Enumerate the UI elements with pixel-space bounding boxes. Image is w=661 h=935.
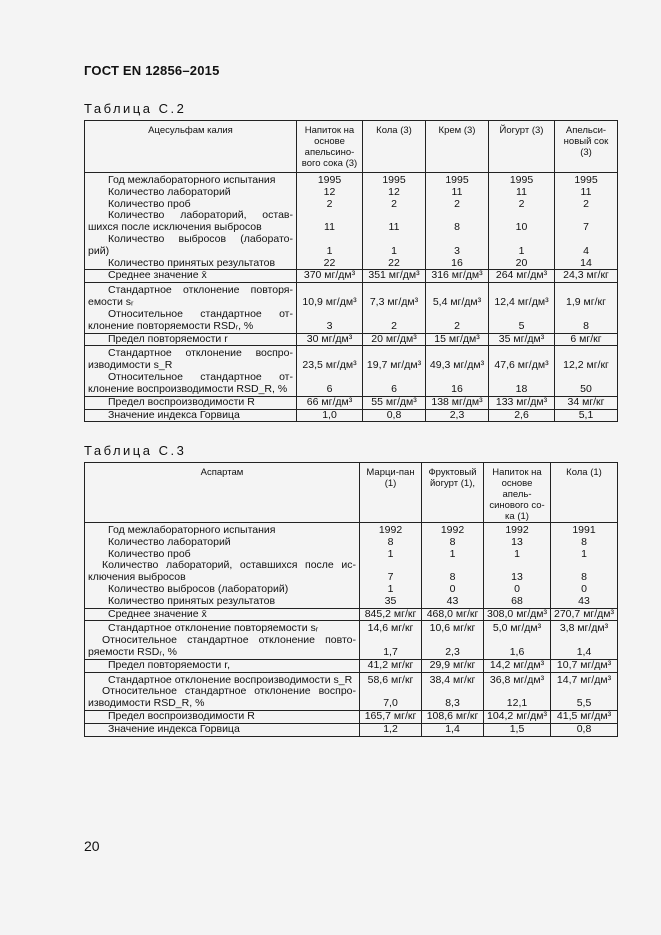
cell-value: 1995 <box>509 174 534 186</box>
cell-value: 43 <box>578 594 590 607</box>
cell-value: 43 <box>446 594 459 607</box>
row-label: рий) <box>88 244 110 257</box>
cell-value: 66 мг/дм³ <box>297 396 363 409</box>
row-label: Количество лабораторий <box>108 185 231 198</box>
cell-value: 68 <box>511 594 523 607</box>
cell-value: 5,0 мг/дм³ <box>492 622 542 635</box>
cell-value: 35 мг/дм³ <box>489 333 555 346</box>
cell-value: 8 <box>581 571 587 584</box>
table-c3-header: Марци-пан (1) <box>360 463 422 523</box>
cell-value: 165,7 мг/кг <box>360 710 422 723</box>
cell-value: 15 мг/дм³ <box>426 333 489 346</box>
cell-value: 3 <box>326 319 333 332</box>
row-label: Количество выбросов (лаборато- <box>108 232 293 245</box>
cell-value: 22 <box>388 256 400 269</box>
row-label: Количество лабораторий, оставшихся после ис- <box>102 559 356 572</box>
cell-value: 8 <box>387 535 394 548</box>
cell-value: 50 <box>580 382 592 395</box>
row-label: клонение воспроизводимости RSD_R, % <box>88 382 288 395</box>
row-label: ряемости RSDᵣ, % <box>88 645 178 658</box>
cell-value: 18 <box>515 382 528 395</box>
cell-value: 0 <box>514 582 520 595</box>
cell-value: 6 мг/кг <box>555 333 618 346</box>
cell-value: 10,6 мг/кг <box>429 622 476 635</box>
table-c3-general-row <box>85 523 618 609</box>
cell-value: 1,9 мг/кг <box>566 296 606 309</box>
cell-value: 1 <box>326 244 333 257</box>
table-c3-horrat-row <box>85 723 618 736</box>
cell-value: 351 мг/дм³ <box>363 270 426 283</box>
cell-value: 8 <box>449 571 456 584</box>
document-code: ГОСТ EN 12856–2015 <box>84 63 220 78</box>
cell-value: 0 <box>581 582 587 595</box>
row-label: изводимости s_R <box>88 359 173 372</box>
cell-value: 468,0 мг/кг <box>422 608 484 621</box>
table-c2-header: Апельси-новый сок (3) <box>555 121 618 173</box>
table-c2-header: Ацесульфам калия <box>85 121 297 173</box>
table-c3-header: Аспартам <box>85 463 360 523</box>
cell-value: 1 <box>387 582 394 595</box>
table-c2-reproducibility-limit-row <box>85 396 618 409</box>
cell-value: 264 мг/дм³ <box>489 270 555 283</box>
table-c3-mean-row <box>85 608 618 621</box>
cell-value: 14,7 мг/дм³ <box>556 673 612 686</box>
row-label: ключения выбросов <box>88 571 186 584</box>
cell-value: 22 <box>323 256 336 269</box>
cell-value: 2 <box>391 197 397 210</box>
cell-value: 1 <box>449 547 456 560</box>
cell-value: 20 мг/дм³ <box>363 333 426 346</box>
table-c2-header: Йогурт (3) <box>489 121 555 173</box>
cell-value: 16 <box>451 382 463 395</box>
cell-value: 7,0 <box>383 697 398 710</box>
cell-value: 1 <box>514 547 520 560</box>
cell-value: 1995 <box>317 174 342 186</box>
row-label: Среднее значение x̄ <box>108 607 207 620</box>
table-c2-general-values <box>489 173 555 270</box>
row-label: Стандартное отклонение повторя- <box>108 284 293 297</box>
cell-value: 5 <box>518 319 525 332</box>
cell-value: 5,5 <box>576 697 592 710</box>
cell-value: 49,3 мг/дм³ <box>429 359 485 372</box>
cell-value: 316 мг/дм³ <box>426 270 489 283</box>
cell-value: 5,4 мг/дм³ <box>432 296 482 309</box>
cell-value: 1,7 <box>383 645 398 658</box>
cell-value: 1,0 <box>297 409 363 422</box>
cell-value: 1,4 <box>576 645 592 658</box>
cell-value: 1 <box>518 244 525 257</box>
row-label: Стандартное отклонение повторяемости sᵣ <box>108 622 319 635</box>
row-label: Количество выбросов (лабораторий) <box>108 582 289 595</box>
table-c3-header: Напиток на основе апель-синового со-ка (1) <box>484 463 551 523</box>
row-label: Стандартное отклонение воспроизводимости s_R <box>108 673 353 686</box>
cell-value: 8 <box>581 535 587 548</box>
table-c3-repeatability-row <box>85 621 618 659</box>
table-c3-reproducibility-limit-row <box>85 710 618 723</box>
cell-value: 104,2 мг/дм³ <box>484 710 551 723</box>
cell-value: 108,6 мг/кг <box>422 710 484 723</box>
cell-value: 2,3 <box>426 409 489 422</box>
table-c2-caption: Таблица С.2 <box>84 101 187 116</box>
cell-value: 11 <box>324 221 335 234</box>
row-label: Год межлабораторного испытания <box>108 524 276 536</box>
cell-value: 3 <box>454 244 460 257</box>
cell-value: 10,7 мг/дм³ <box>551 659 618 672</box>
cell-value: 6 <box>391 382 397 395</box>
cell-value: 2 <box>454 319 460 332</box>
cell-value: 10 <box>515 221 528 234</box>
table-c3 <box>84 462 618 737</box>
cell-value: 58,6 мг/кг <box>367 673 414 686</box>
cell-value: 13 <box>511 571 523 584</box>
row-label: Относительное стандартное от- <box>108 370 293 383</box>
cell-value: 2 <box>583 197 589 210</box>
cell-value: 1995 <box>382 174 406 186</box>
cell-value: 1,4 <box>422 723 484 736</box>
table-c3-repeatability-limit-row <box>85 659 618 672</box>
cell-value: 1 <box>581 547 587 560</box>
cell-value: 370 мг/дм³ <box>297 270 363 283</box>
table-c3-header: Кола (1) <box>551 463 618 523</box>
row-label: Относительное стандартное от- <box>108 307 293 320</box>
cell-value: 29,9 мг/кг <box>422 659 484 672</box>
row-label: Количество проб <box>108 547 191 560</box>
cell-value: 11 <box>451 185 463 198</box>
cell-value: 55 мг/дм³ <box>363 396 426 409</box>
cell-value: 12,1 <box>506 697 528 710</box>
cell-value: 12,4 мг/дм³ <box>494 296 549 309</box>
cell-value: 30 мг/дм³ <box>297 333 363 346</box>
row-label: Предел воспроизводимости R <box>108 709 255 722</box>
table-c2-repeatability-row <box>85 283 618 333</box>
cell-value: 7,3 мг/дм³ <box>369 296 419 309</box>
row-label: Среднее значение x̄ <box>108 269 207 282</box>
cell-value: 5,1 <box>555 409 618 422</box>
cell-value: 0 <box>449 582 456 595</box>
cell-value: 270,7 мг/дм³ <box>551 608 618 621</box>
cell-value: 1991 <box>572 524 596 536</box>
cell-value: 2,3 <box>445 645 460 658</box>
cell-value: 35 <box>384 594 397 607</box>
row-label: Количество принятых результатов <box>108 256 276 269</box>
cell-value: 1 <box>391 244 397 257</box>
table-c2-header: Напиток на основе апельсино-вого сока (3) <box>297 121 363 173</box>
row-label: Стандартное отклонение воспро- <box>108 347 293 360</box>
row-label: клонение повторяемости RSDᵣ, % <box>88 319 254 332</box>
cell-value: 7 <box>583 221 589 234</box>
table-c3-header: Фруктовый йогурт (1), <box>422 463 484 523</box>
cell-value: 845,2 мг/кг <box>360 608 422 621</box>
table-c3-header-row <box>85 463 618 523</box>
cell-value: 4 <box>583 244 589 257</box>
row-label: Предел повторяемости r, <box>108 658 231 671</box>
cell-value: 14,6 мг/кг <box>367 622 414 635</box>
cell-value: 8 <box>454 221 460 234</box>
row-label: емости sᵣ <box>88 295 134 308</box>
table-c2 <box>84 120 618 422</box>
cell-value: 1995 <box>445 174 469 186</box>
cell-value: 23,5 мг/дм³ <box>302 359 357 372</box>
row-label: Предел воспроизводимости R <box>108 395 255 408</box>
cell-value: 1,6 <box>509 645 525 658</box>
cell-value: 8 <box>449 535 456 548</box>
cell-value: 38,4 мг/кг <box>429 673 476 686</box>
cell-value: 0,8 <box>551 723 618 736</box>
cell-value: 308,0 мг/дм³ <box>484 608 551 621</box>
cell-value: 7 <box>387 571 394 584</box>
row-label: шихся после исключения выбросов <box>88 221 262 234</box>
cell-value: 12,2 мг/кг <box>563 359 609 372</box>
cell-value: 0,8 <box>363 409 426 422</box>
cell-value: 2 <box>391 319 397 332</box>
table-c2-header: Крем (3) <box>426 121 489 173</box>
cell-value: 16 <box>451 256 463 269</box>
cell-value: 2 <box>326 197 333 210</box>
cell-value: 1992 <box>505 524 529 536</box>
cell-value: 20 <box>515 256 528 269</box>
cell-value: 8,3 <box>445 697 460 710</box>
row-label: Относительное стандартное отклонение повто- <box>102 634 356 647</box>
cell-value: 3,8 мг/дм³ <box>559 622 609 635</box>
cell-value: 2 <box>454 197 460 210</box>
table-c2-mean-row <box>85 270 618 283</box>
cell-value: 8 <box>583 319 589 332</box>
cell-value: 14 <box>580 256 592 269</box>
table-c2-horrat-row <box>85 409 618 422</box>
row-label: Год межлабораторного испытания <box>108 174 276 186</box>
row-label: Значение индекса Горвица <box>108 722 240 735</box>
cell-value: 13 <box>511 535 523 548</box>
table-c2-general-values <box>555 173 618 270</box>
table-c2-general-labels <box>85 173 297 270</box>
row-label: изводимости RSD_R, % <box>88 697 205 710</box>
cell-value: 1992 <box>378 524 403 536</box>
cell-value: 11 <box>388 221 400 234</box>
table-c2-header-row <box>85 121 618 173</box>
cell-value: 2,6 <box>489 409 555 422</box>
table-c2-repeatability-limit-row <box>85 333 618 346</box>
cell-value: 1,2 <box>360 723 422 736</box>
row-label: Количество лабораторий, остав- <box>108 209 293 222</box>
cell-value: 24,3 мг/кг <box>555 270 618 283</box>
cell-value: 2 <box>518 197 525 210</box>
row-label: Значение индекса Горвица <box>108 408 240 421</box>
row-label: Количество проб <box>108 197 191 210</box>
cell-value: 41,5 мг/дм³ <box>551 710 618 723</box>
table-c2-general-values <box>297 173 363 270</box>
cell-value: 47,6 мг/дм³ <box>494 359 549 372</box>
row-label: Количество лабораторий <box>108 535 231 548</box>
cell-value: 1 <box>387 547 394 560</box>
row-label: Количество принятых результатов <box>108 594 276 607</box>
cell-value: 36,8 мг/дм³ <box>489 673 545 686</box>
cell-value: 11 <box>580 185 592 198</box>
cell-value: 34 мг/кг <box>555 396 618 409</box>
cell-value: 19,7 мг/дм³ <box>366 359 422 372</box>
table-c2-reproducibility-row <box>85 346 618 396</box>
table-c2-general-row <box>85 173 618 270</box>
table-c2-general-values <box>426 173 489 270</box>
cell-value: 1,5 <box>484 723 551 736</box>
cell-value: 138 мг/дм³ <box>426 396 489 409</box>
cell-value: 6 <box>326 382 333 395</box>
cell-value: 10,9 мг/дм³ <box>302 296 357 309</box>
cell-value: 133 мг/дм³ <box>489 396 555 409</box>
row-label: Предел повторяемости r <box>108 332 228 345</box>
table-c2-general-values <box>363 173 426 270</box>
cell-value: 12 <box>388 185 400 198</box>
cell-value: 1995 <box>574 174 598 186</box>
cell-value: 12 <box>323 185 336 198</box>
page-number: 20 <box>84 838 100 854</box>
table-c2-header: Кола (3) <box>363 121 426 173</box>
table-c3-caption: Таблица С.3 <box>84 443 187 458</box>
cell-value: 11 <box>516 185 527 198</box>
row-label: Относительное стандартное отклонение воспро- <box>102 685 356 698</box>
cell-value: 14,2 мг/дм³ <box>484 659 551 672</box>
cell-value: 41,2 мг/кг <box>360 659 422 672</box>
table-c3-reproducibility-row <box>85 672 618 710</box>
cell-value: 1992 <box>440 524 465 536</box>
